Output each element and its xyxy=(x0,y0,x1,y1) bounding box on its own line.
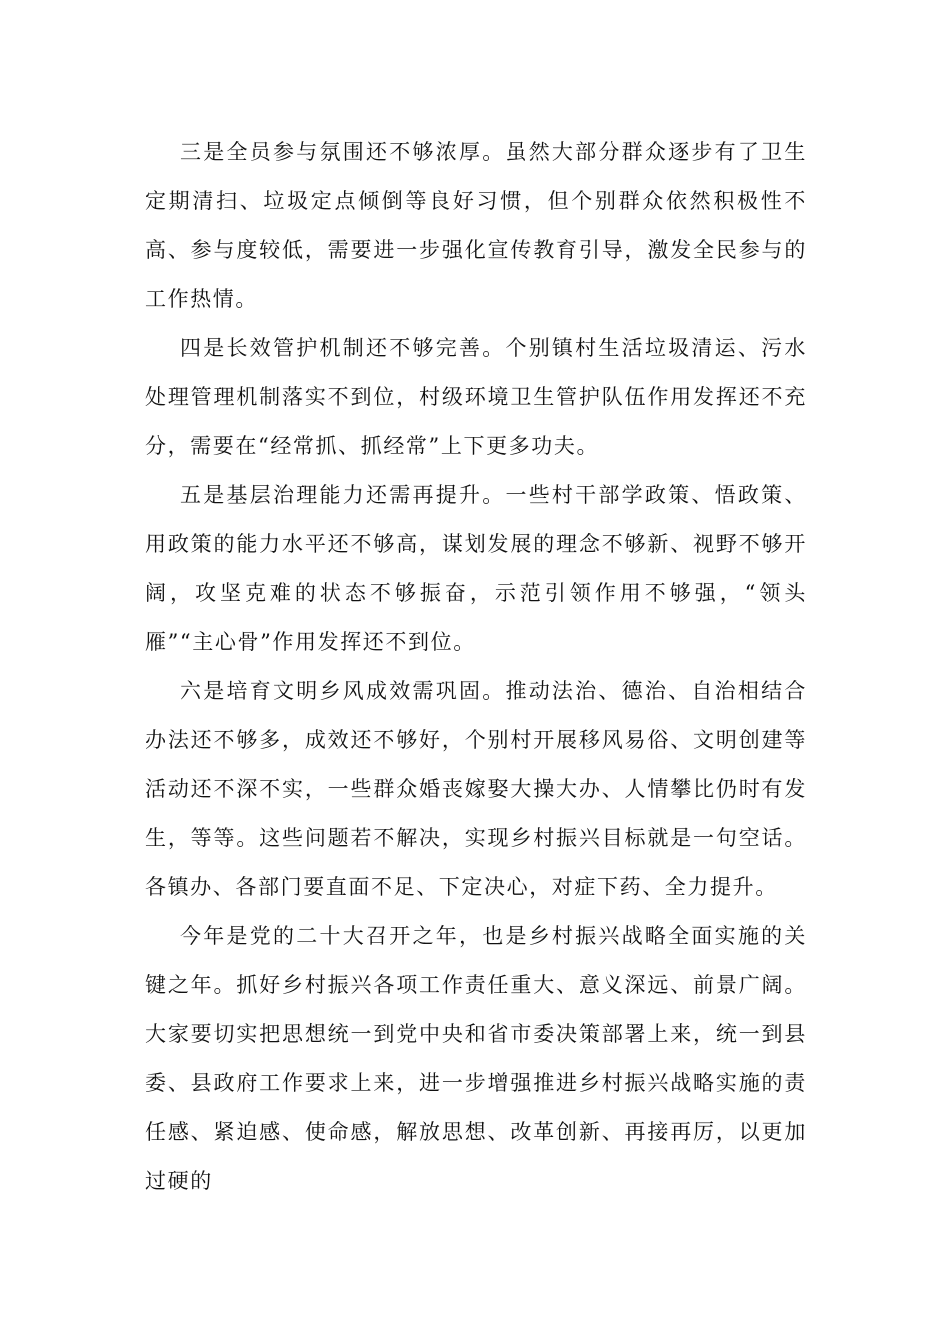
paragraph-3: 五是基层治理能力还需再提升。一些村干部学政策、悟政策、用政策的能力水平还不够高，谋划发展的理念不够新、视野不够开阔，攻坚克难的状态不够振奋，示范引领作用不够强，“领头雁”“主心骨”作用发挥还不到位。 xyxy=(145,483,807,654)
paragraph-1: 三是全员参与氛围还不够浓厚。虽然大部分群众逐步有了卫生定期清扫、垃圾定点倾倒等良好习惯，但个别群众依然积极性不高、参与度较低，需要进一步强化宣传教育引导，激发全民参与的工作热情。 xyxy=(145,140,807,311)
paragraph-2: 四是长效管护机制还不够完善。个别镇村生活垃圾清运、污水处理管理机制落实不到位，村级环境卫生管护队伍作用发挥还不充分，需要在“经常抓、抓经常”上下更多功夫。 xyxy=(145,336,807,458)
document-body xyxy=(145,128,807,1206)
paragraph-4: 六是培育文明乡风成效需巩固。推动法治、德治、自治相结合办法还不够多，成效还不够好，个别村开展移风易俗、文明创建等活动还不深不实，一些群众婚丧嫁娶大操大办、人情攀比仍时有发生，等等。这些问题若不解决，实现乡村振兴目标就是一句空话。各镇办、各部门要直面不足、下定决心，对症下药、全力提升。 xyxy=(145,679,807,899)
paragraph-5: 今年是党的二十大召开之年，也是乡村振兴战略全面实施的关键之年。抓好乡村振兴各项工作责任重大、意义深远、前景广阔。大家要切实把思想统一到党中央和省市委决策部署上来，统一到县委、县政府工作要求上来，进一步增强推进乡村振兴战略实施的责任感、紧迫感、使命感，解放思想、改革创新、再接再厉，以更加过硬的 xyxy=(145,924,807,1193)
